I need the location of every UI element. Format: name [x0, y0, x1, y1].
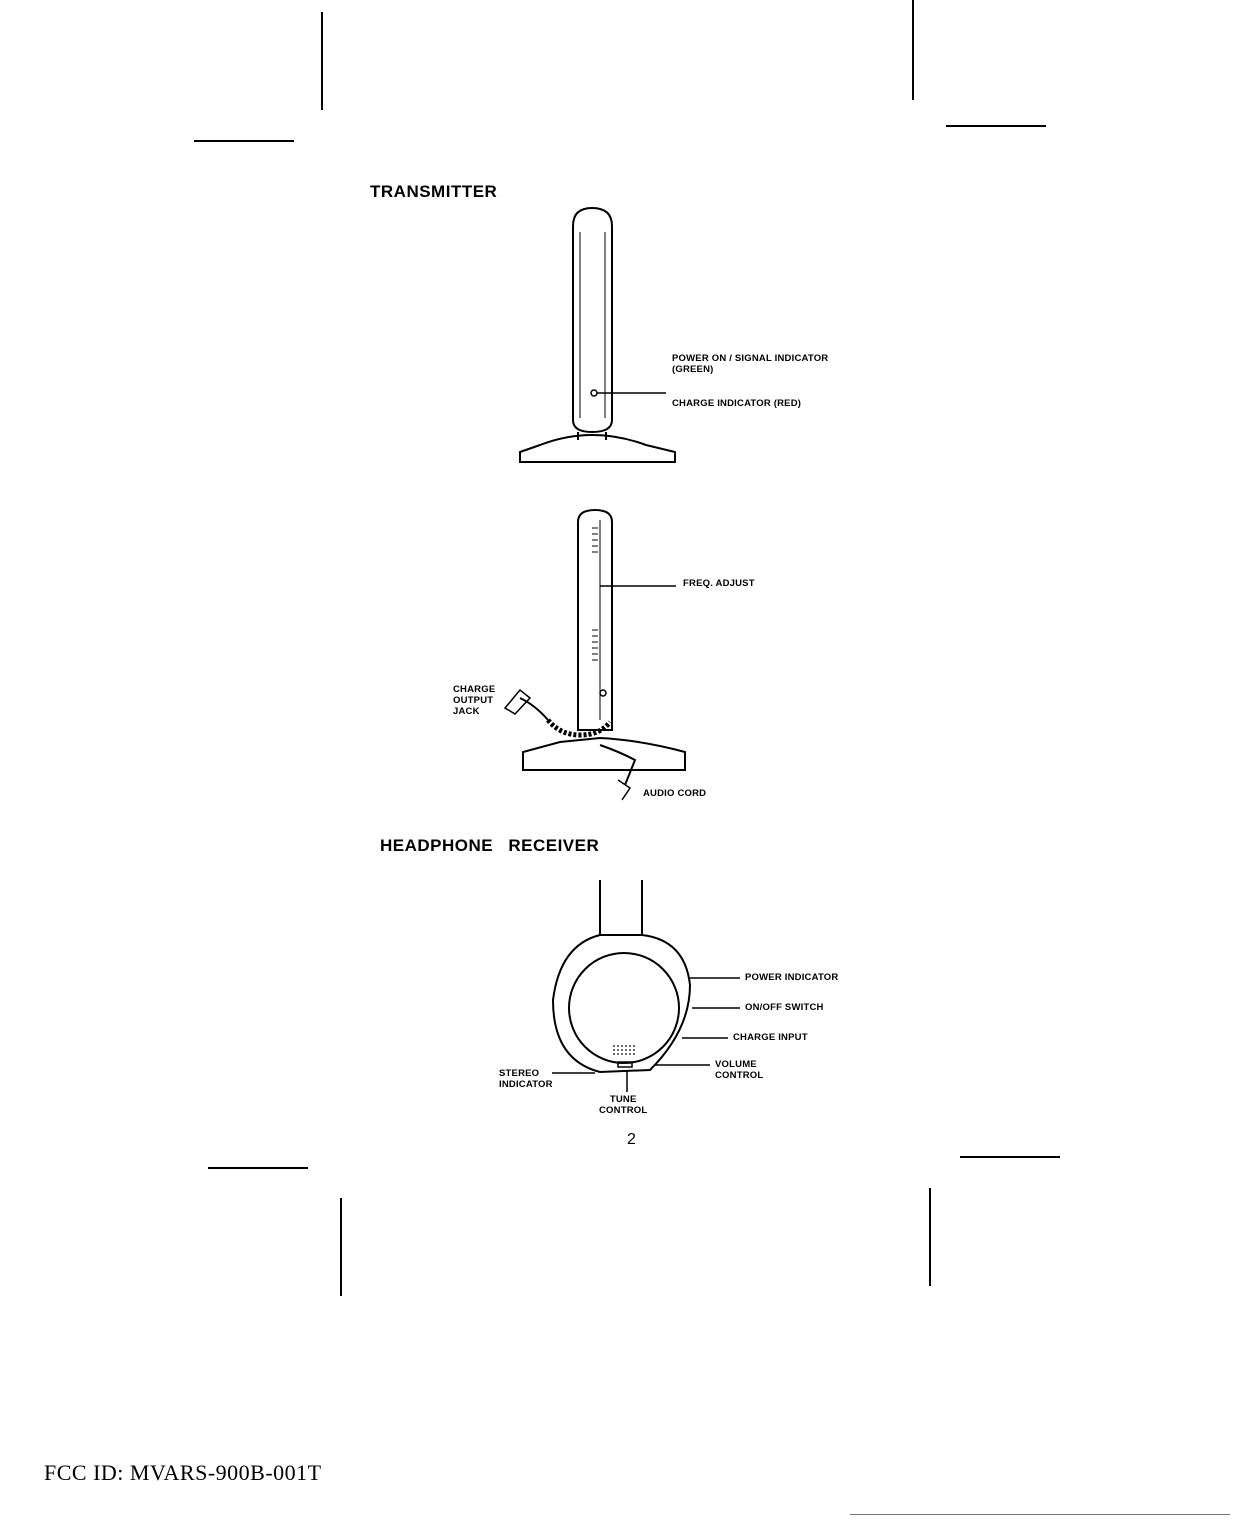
stereo-indicator-line-1: STEREO: [499, 1068, 540, 1079]
headphone-receiver-heading: HEADPHONE RECEIVER: [380, 836, 600, 855]
charge-output-jack-line-3: JACK: [453, 706, 480, 717]
transmitter-heading: TRANSMITTER: [370, 182, 498, 201]
charge-indicator-label: CHARGE INDICATOR (RED): [672, 398, 802, 409]
crop-mark-top-left-horizontal: [194, 140, 294, 142]
power-on-signal-indicator-label: [672, 353, 828, 375]
crop-mark-top-right-vertical: [912, 0, 914, 100]
crop-mark-bottom-right-vertical: [929, 1188, 931, 1286]
audio-cord-label: AUDIO CORD: [643, 788, 707, 799]
page-number: 2: [627, 1131, 636, 1148]
volume-control-line-2: CONTROL: [715, 1070, 764, 1081]
on-off-switch-label: ON/OFF SWITCH: [745, 1002, 824, 1013]
scan-artifact-line: [850, 1514, 1230, 1515]
tune-control-line-2: CONTROL: [599, 1105, 648, 1116]
crop-mark-bottom-left-vertical: [340, 1198, 342, 1296]
volume-control-label: [715, 1059, 763, 1081]
crop-mark-bottom-left-horizontal: [208, 1167, 308, 1169]
fcc-id: FCC ID: MVARS-900B-001T: [44, 1460, 322, 1485]
crop-mark-top-right-horizontal: [946, 125, 1046, 127]
power-indicator-label: POWER INDICATOR: [745, 972, 839, 983]
volume-control-line-1: VOLUME: [715, 1059, 757, 1070]
power-on-signal-indicator-line-1: POWER ON / SIGNAL INDICATOR: [672, 353, 829, 364]
charge-output-jack-line-2: OUTPUT: [453, 695, 494, 706]
charge-output-jack-label: [453, 684, 495, 717]
crop-mark-top-left-vertical: [321, 12, 323, 110]
charge-output-jack-line-1: CHARGE: [453, 684, 496, 695]
power-on-signal-indicator-line-2: (GREEN): [672, 364, 714, 375]
tune-control-line-1: TUNE: [609, 1094, 637, 1105]
crop-mark-bottom-right-horizontal: [960, 1156, 1060, 1158]
stereo-indicator-line-2: INDICATOR: [499, 1079, 553, 1090]
charge-input-label: CHARGE INPUT: [733, 1032, 808, 1043]
freq-adjust-label: FREQ. ADJUST: [683, 578, 755, 589]
stereo-indicator-label: [499, 1068, 553, 1090]
tune-control-label: [599, 1094, 647, 1116]
